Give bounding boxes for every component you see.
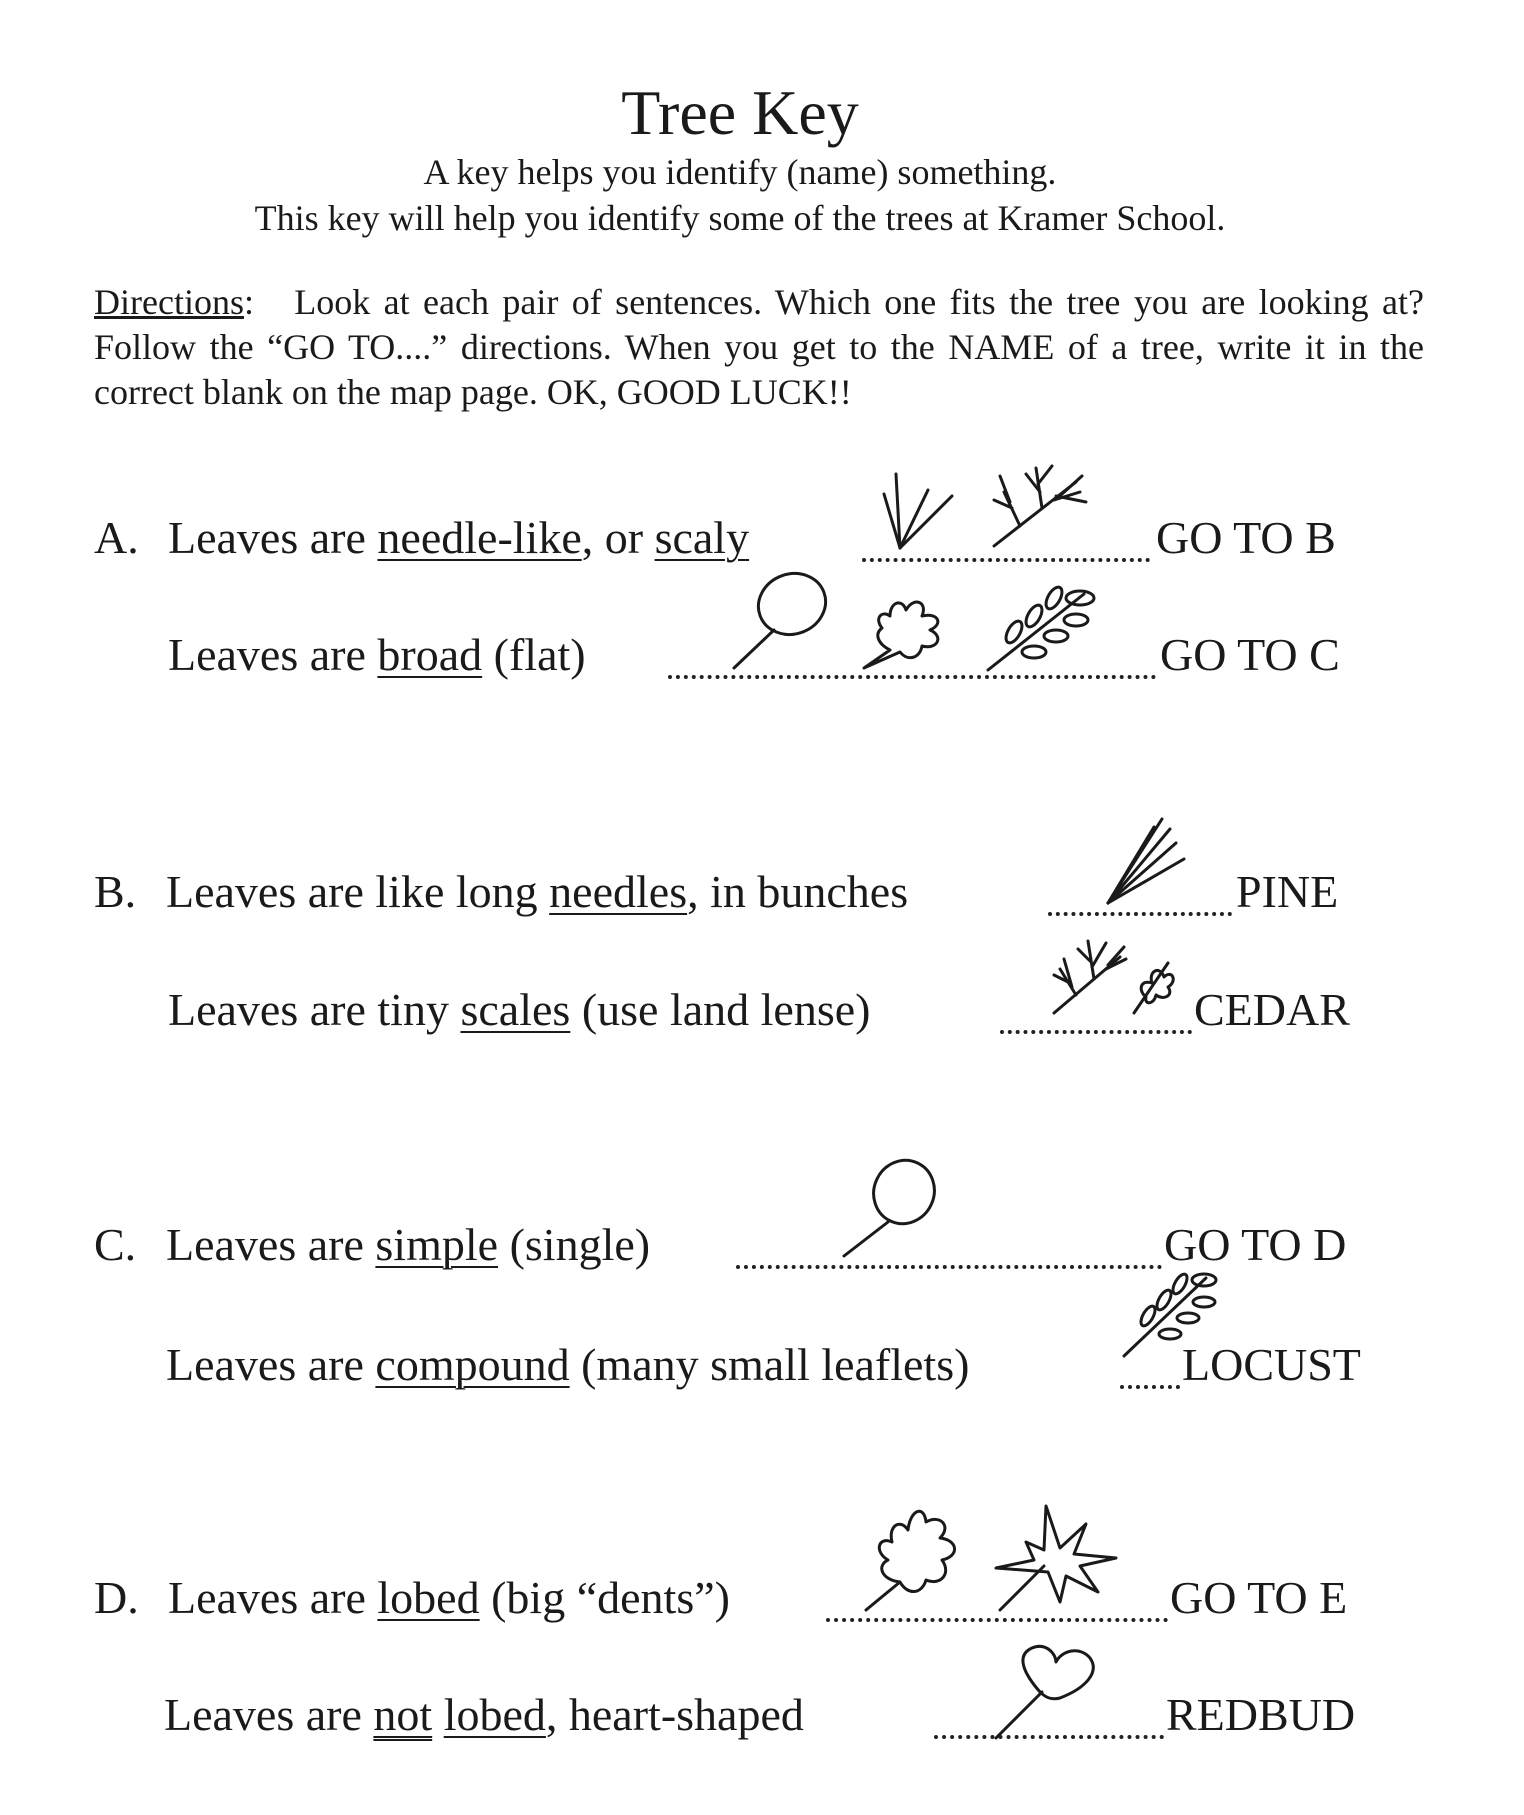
key-c-line-1: [0, 1215, 1524, 1275]
key-d-line-1: [0, 1568, 1524, 1628]
pine-needles-icon: [1100, 815, 1190, 905]
leader-dots: [1120, 1371, 1180, 1389]
key-b-line-1: [0, 862, 1524, 922]
key-b2-text: Leaves are tiny scales (use land lense): [168, 984, 871, 1035]
key-d2-term-1: not: [373, 1689, 433, 1740]
key-b2-term-1: scales: [460, 984, 571, 1035]
key-letter-c: C.: [94, 1219, 137, 1270]
key-c1-text: Leaves are simple (single): [166, 1219, 651, 1270]
subtitle-line-2: This key will help you identify some of the trees at Kramer School.: [254, 198, 1226, 238]
key-c1-result: GO TO D: [1164, 1219, 1347, 1270]
key-d2-term-2: lobed: [443, 1689, 546, 1740]
key-letter-b: B.: [94, 866, 137, 917]
leader-dots: [736, 1251, 1162, 1269]
lobed-leaf-icon: [860, 1500, 970, 1612]
key-a1-term-2: scaly: [654, 512, 750, 563]
key-c1-term-1: simple: [375, 1219, 499, 1270]
scaly-leaf-icon: [990, 462, 1090, 547]
key-c2-text: Leaves are compound (many small leaflets): [166, 1339, 970, 1390]
key-a1-term-1: needle-like: [377, 512, 582, 563]
key-d1-text: Leaves are lobed (big “dents”): [168, 1572, 730, 1623]
key-a2-text: Leaves are broad (flat): [168, 629, 586, 680]
key-d1-term-1: lobed: [377, 1572, 480, 1623]
key-c-line-2: [0, 1335, 1524, 1395]
oval-leaf-icon: [838, 1158, 948, 1258]
key-d-line-2: [0, 1685, 1524, 1745]
key-a2-result: GO TO C: [1160, 629, 1340, 680]
scaly-leaf-icon: [1050, 935, 1130, 1015]
directions-paragraph: Directions: Look at each pair of sentences. Which one fits the tree you are looking at? Follow the “GO TO....” directions. When you get to the NAME of a tree, write it in the correct blank on the map page. OK, GOOD LUCK!!: [94, 282, 1424, 412]
page-title: Tree Key: [621, 77, 859, 148]
needle-leaf-icon: [880, 460, 960, 550]
compound-leaf-icon: [1120, 1268, 1230, 1358]
oval-leaf-icon: [730, 570, 840, 670]
key-c2-term-1: compound: [375, 1339, 570, 1390]
cedar-scale-icon: [1130, 955, 1180, 1015]
key-d2-text: Leaves are not lobed, heart-shaped: [164, 1689, 804, 1740]
key-a-line-1: [0, 508, 1524, 568]
key-a1-text: Leaves are needle-like, or scaly: [168, 512, 750, 563]
key-c2-result: LOCUST: [1182, 1339, 1361, 1390]
heart-leaf-icon: [990, 1640, 1110, 1740]
lobed-leaf-icon: [860, 588, 960, 670]
directions-text: Look at each pair of sentences. Which one fits the tree you are looking at? Follow the “GO TO....” directions. When you get to the NAME of a tree, write it in the correct blank on the map page. OK, GOOD LUCK!!: [94, 282, 1424, 412]
key-a1-result: GO TO B: [1156, 512, 1336, 563]
compound-leaf-icon: [984, 580, 1104, 672]
key-b2-result: CEDAR: [1194, 984, 1350, 1035]
leader-dots: [1000, 1016, 1192, 1034]
key-b-line-2: [0, 980, 1524, 1040]
key-letter-a: A.: [94, 512, 139, 563]
directions-label: Directions: [94, 282, 244, 322]
key-b1-term-1: needles: [549, 866, 688, 917]
key-b1-text: Leaves are like long needles, in bunches: [166, 866, 909, 917]
subtitle-line-1: A key helps you identify (name) something.: [423, 152, 1057, 192]
key-d2-result: REDBUD: [1166, 1689, 1356, 1740]
key-a2-term-1: broad: [377, 629, 483, 680]
key-b1-result: PINE: [1236, 866, 1339, 917]
key-letter-d: D.: [94, 1572, 139, 1623]
key-d1-result: GO TO E: [1170, 1572, 1348, 1623]
maple-leaf-icon: [990, 1502, 1130, 1612]
